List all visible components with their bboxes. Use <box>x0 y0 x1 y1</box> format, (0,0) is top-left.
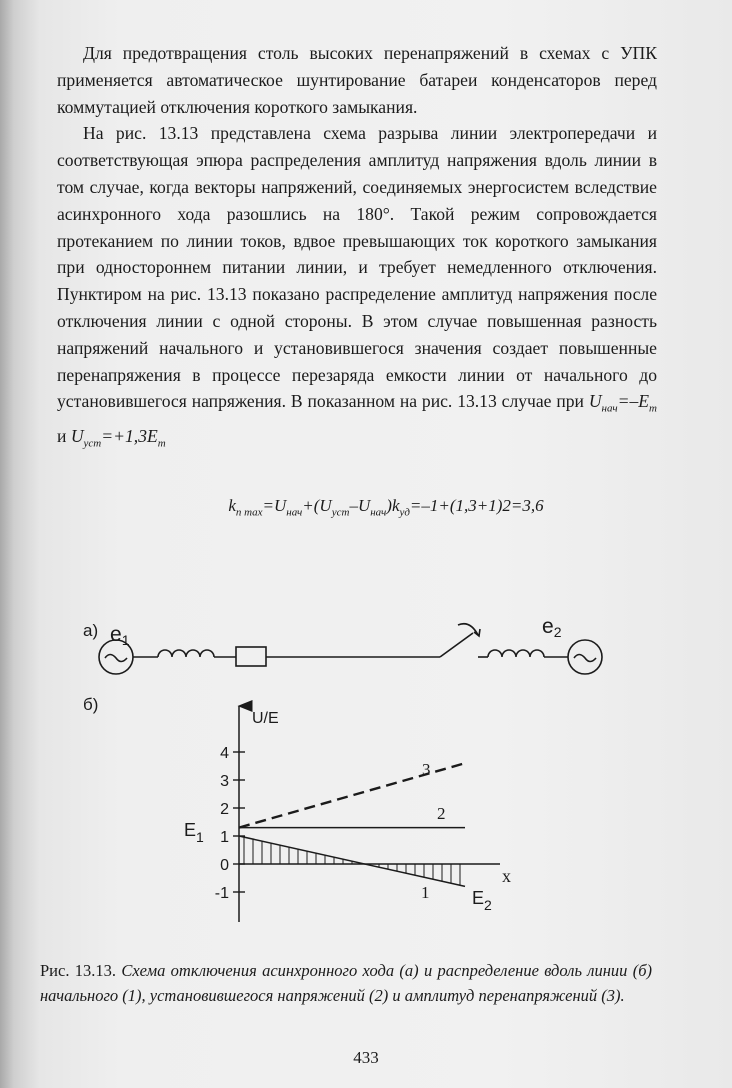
caption-text: Схема отключения асинхронного хода (а) и распределение вдоль линии (б) начального (1), установившегося напряжений (2) и амплитуд перенапряжений (3). <box>40 961 652 1005</box>
y-axis-label: U/E <box>252 710 279 727</box>
curve-label-3: 3 <box>422 760 431 779</box>
switch-icon <box>440 633 473 657</box>
formula-part-2: +(U <box>302 496 332 515</box>
circuit-schematic <box>99 624 602 674</box>
x-axis-label: x <box>502 866 511 886</box>
label-e1: e1 <box>110 623 130 648</box>
label-b: б) <box>83 695 99 714</box>
inductor-2-icon <box>488 650 544 657</box>
label-e2: e2 <box>542 615 562 640</box>
formula-part-3: –U <box>349 496 371 515</box>
caption-prefix: Рис. 13.13. <box>40 961 122 980</box>
y-tick-label: 1 <box>220 829 229 846</box>
inline-eq2: =+1,3E <box>101 425 158 446</box>
formula-k: k <box>228 496 236 515</box>
inline-u-ust: U <box>70 425 84 446</box>
inline-eq1: =–E <box>617 391 650 412</box>
label-E2: $E_2$ <box>472 888 492 913</box>
paragraph-2-text: На рис. 13.13 представлена схема разрыва линии электропередачи и соответствующая эпюра распределения амплитуд напряжения вдоль линии в том случае, когда векторы напряжений, соединяемых энергосистем вследствие асинхронного хода разошлись на 180°. Такой режим сопровождается протеканием по линии токов, вдвое превышающих ток короткого замыкания при одностороннем питании линии, и требует немедленного отключения. Пунктиром на рис. 13.13 показано распределение амплитуд напряжения после отключения линии с одной стороны. В этом случае повышенная разность напряжений начального и установившегося значения создает повышенные перенапряжения в процессе перезаряда емкости линии от начального до установившегося напряжения. В показанном на рис. 13.13 случае при <box>57 123 657 412</box>
curve-label-2: 2 <box>437 804 446 823</box>
resistor-icon <box>236 647 266 666</box>
y-tick-label: 4 <box>220 745 229 762</box>
formula-sub-4: уд <box>399 506 410 519</box>
label-a: а) <box>83 621 99 640</box>
y-tick-label: -1 <box>214 885 229 902</box>
ac-wave-icon-2 <box>574 655 596 662</box>
formula-sub-2: уст <box>331 506 350 519</box>
figure-caption <box>40 958 652 1008</box>
y-ticks <box>215 745 245 902</box>
page-number: 433 <box>353 1048 379 1067</box>
y-tick-label: 2 <box>220 801 229 818</box>
inline-and: и <box>57 425 71 446</box>
formula-part-5: =–1+(1,3+1)2=3,6 <box>409 496 544 515</box>
formula-k-sub: n max <box>235 506 263 519</box>
voltage-chart <box>184 706 511 922</box>
curve-label-1: 1 <box>421 883 430 902</box>
y-tick-label: 0 <box>220 857 229 874</box>
series-3-line <box>239 763 465 827</box>
y-tick-label: 3 <box>220 773 229 790</box>
formula-sub-3: нач <box>370 506 387 519</box>
inline-e-sub2: m <box>157 437 166 450</box>
inline-u-nach: U <box>588 391 602 412</box>
inductor-1-icon <box>158 650 214 657</box>
formula-sub-1: нач <box>286 506 303 519</box>
inline-u-nach-sub: нач <box>601 402 618 415</box>
ac-wave-icon <box>105 655 127 662</box>
inline-u-ust-sub: уст <box>83 437 102 450</box>
formula-part-1: =U <box>262 496 287 515</box>
paragraph-1: Для предотвращения столь высоких перенапряжений в схемах с УПК применяется автоматическое шунтирование батареи конденсаторов перед коммутацией отключения короткого замыкания. <box>57 43 657 117</box>
formula-part-4: )k <box>386 496 400 515</box>
inline-e-sub: m <box>649 402 657 415</box>
label-E1: $E_1$ <box>184 820 204 845</box>
